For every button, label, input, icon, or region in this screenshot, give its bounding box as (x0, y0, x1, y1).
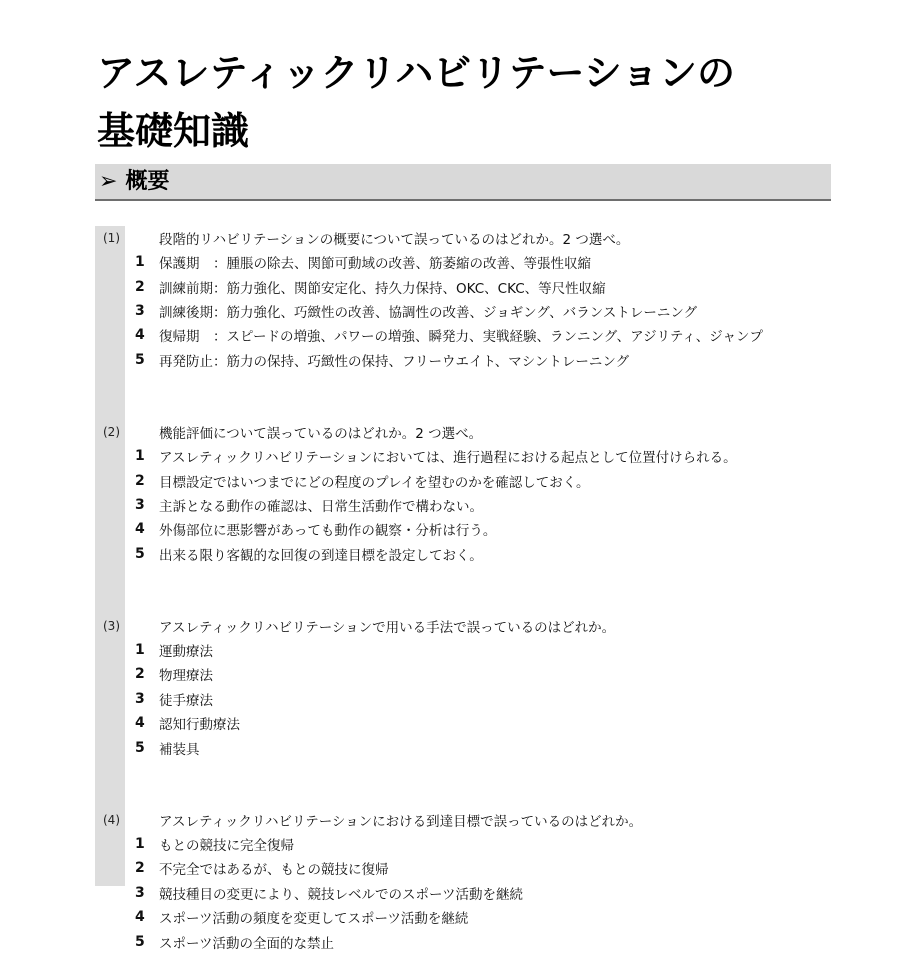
option-number: 2 (135, 860, 145, 877)
answer-option (95, 832, 855, 856)
option-text: 徒手療法 (159, 692, 213, 709)
option-number: 4 (135, 327, 145, 344)
question-header (95, 226, 855, 250)
option-text: 再発防止：筋力の保持、巧緻性の保持、フリーウエイト、マシントレーニング (159, 353, 630, 370)
answer-option (95, 274, 855, 298)
answer-option (95, 468, 855, 492)
option-number: 1 (135, 836, 145, 853)
option-number: 2 (135, 472, 145, 489)
option-number: 5 (135, 933, 145, 950)
spacer (95, 372, 855, 420)
question-header (95, 808, 855, 832)
option-number: 4 (135, 715, 145, 732)
spacer (95, 760, 855, 808)
option-number: 3 (135, 690, 145, 707)
section-header (95, 164, 831, 201)
question-header (95, 614, 855, 638)
option-text: 補装具 (159, 741, 200, 758)
option-number: 4 (135, 521, 145, 538)
answer-option (95, 905, 855, 929)
answer-option (95, 662, 855, 686)
option-number: 3 (135, 884, 145, 901)
arrow-bullet-icon: ➢ (99, 168, 118, 194)
option-text: 物理療法 (159, 668, 213, 685)
answer-option (95, 687, 855, 711)
answer-option (95, 299, 855, 323)
question-2 (95, 420, 855, 566)
option-text: もとの競技に完全復帰 (159, 838, 294, 855)
option-number: 3 (135, 302, 145, 319)
question-number: (3) (103, 618, 120, 633)
question-list (95, 226, 855, 954)
option-text: 訓練後期：筋力強化、巧緻性の改善、協調性の改善、ジョギング、バランストレーニング (159, 304, 698, 321)
answer-option (95, 493, 855, 517)
answer-option (95, 929, 855, 953)
option-text: 保護期 ：腫脹の除去、関節可動域の改善、筋萎縮の改善、等張性収縮 (159, 256, 591, 273)
option-text: 主訴となる動作の確認は、日常生活動作で構わない。 (159, 498, 483, 515)
answer-option (95, 323, 855, 347)
option-text: スポーツ活動の頻度を変更してスポーツ活動を継続 (159, 911, 469, 928)
question-number: (4) (103, 812, 120, 827)
answer-option (95, 856, 855, 880)
question-text: 段階的リハビリテーションの概要について誤っているのはどれか。2 つ選べ。 (159, 232, 630, 248)
answer-option (95, 444, 855, 468)
option-number: 2 (135, 666, 145, 683)
answer-option (95, 638, 855, 662)
document-title-line-1: アスレティックリハビリテーションの (97, 51, 736, 95)
question-1 (95, 226, 855, 372)
question-3 (95, 614, 855, 760)
option-number: 1 (135, 642, 145, 659)
section-title: 概要 (125, 168, 170, 194)
answer-option (95, 542, 855, 566)
question-number: (2) (103, 424, 120, 439)
answer-option (95, 735, 855, 759)
answer-option (95, 517, 855, 541)
answer-option (95, 881, 855, 905)
option-number: 5 (135, 545, 145, 562)
option-text: 目標設定ではいつまでにどの程度のプレイを望むのかを確認しておく。 (159, 474, 590, 491)
document-title-line-2: 基礎知識 (97, 109, 250, 153)
option-text: 出来る限り客観的な回復の到達目標を設定しておく。 (159, 547, 483, 564)
question-text: アスレティックリハビリテーションにおける到達目標で誤っているのはどれか。 (159, 813, 643, 830)
option-text: 不完全ではあるが、もとの競技に復帰 (159, 862, 389, 879)
question-header (95, 420, 855, 444)
option-text: 運動療法 (159, 644, 213, 661)
answer-option (95, 250, 855, 274)
option-number: 4 (135, 909, 145, 926)
option-number: 1 (135, 254, 145, 271)
option-text: 外傷部位に悪影響があっても動作の観察・分析は行う。 (159, 523, 497, 540)
question-text: アスレティックリハビリテーションで用いる手法で誤っているのはどれか。 (159, 619, 616, 636)
question-text: 機能評価について誤っているのはどれか。2 つ選べ。 (159, 425, 483, 442)
option-number: 2 (135, 278, 145, 295)
document-title (97, 44, 857, 160)
option-number: 1 (135, 448, 145, 465)
option-text: スポーツ活動の全面的な禁止 (159, 935, 334, 952)
answer-option (95, 348, 855, 372)
option-number: 3 (135, 496, 145, 513)
spacer (95, 566, 855, 614)
option-text: アスレティックリハビリテーションにおいては、進行過程における起点として位置付けられる。 (159, 450, 737, 467)
option-text: 認知行動療法 (159, 717, 240, 734)
option-number: 5 (135, 739, 145, 756)
answer-option (95, 711, 855, 735)
question-4 (95, 808, 855, 954)
question-number: (1) (103, 231, 120, 245)
option-text: 競技種目の変更により、競技レベルでのスポーツ活動を継続 (159, 886, 523, 903)
option-text: 復帰期 ：スピードの増強、パワーの増強、瞬発力、実戦経験、ランニング、アジリティ、ジャンプ (159, 329, 763, 346)
option-number: 5 (135, 351, 145, 368)
option-text: 訓練前期：筋力強化、関節安定化、持久力保持、OKC、CKC、等尺性収縮 (159, 280, 606, 297)
